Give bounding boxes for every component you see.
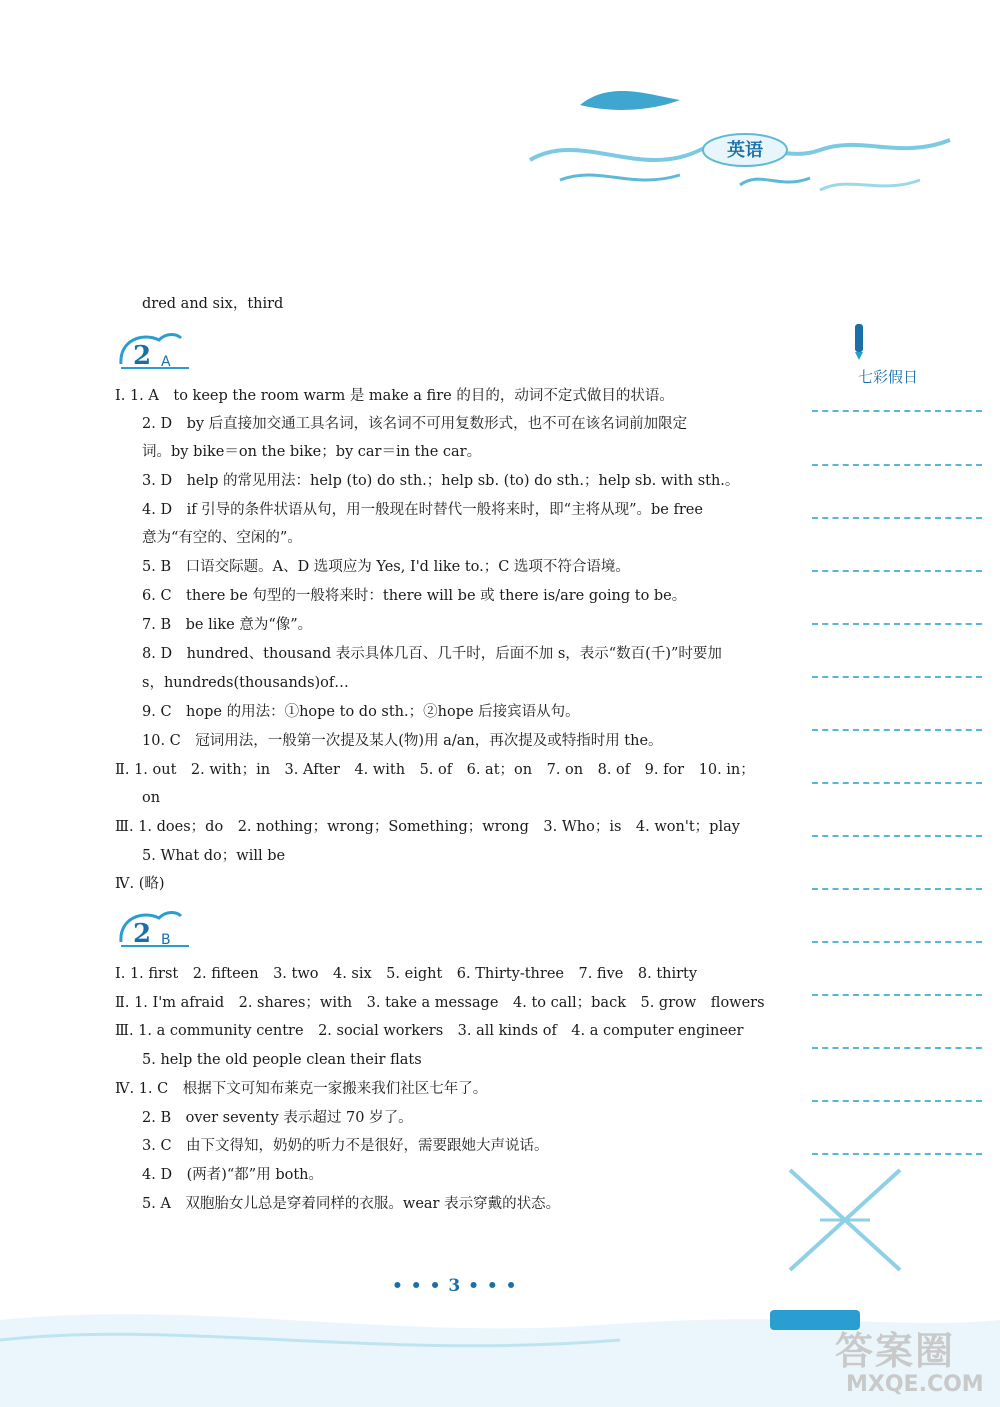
note-line bbox=[812, 835, 982, 837]
note-line bbox=[812, 464, 982, 466]
answer-line: 词。by bike＝on the bike；by car＝in the car。 bbox=[142, 444, 482, 460]
pen-icon bbox=[848, 322, 870, 362]
note-line bbox=[812, 1100, 982, 1102]
answer-line: 4. D (两者)“都”用 both。 bbox=[142, 1167, 323, 1183]
answer-line: 5. What do；will be bbox=[142, 848, 286, 864]
note-line bbox=[812, 410, 982, 412]
answer-line: Ⅱ. 1. out 2. with；in 3. After 4. with 5. of 6. at；on 7. on 8. of 9. for 10. in； bbox=[115, 762, 755, 778]
answer-line: 5. help the old people clean their flats bbox=[142, 1052, 422, 1068]
answer-line: Ⅰ. 1. A to keep the room warm 是 make a fire 的目的，动词不定式做目的状语。 bbox=[115, 388, 674, 404]
subject-label: 英语 bbox=[727, 140, 763, 161]
note-line bbox=[812, 517, 982, 519]
answer-line: 5. A 双胞胎女儿总是穿着同样的衣服。wear 表示穿戴的状态。 bbox=[142, 1196, 561, 1212]
page-number: • • • 3 • • • bbox=[392, 1276, 518, 1296]
answer-line: 意为“有空的、空闲的”。 bbox=[142, 530, 302, 546]
answer-line: 6. C there be 句型的一般将来时：there will be 或 there is/are going to be。 bbox=[142, 588, 687, 604]
answer-line: Ⅰ. 1. first 2. fifteen 3. two 4. six 5. eight 6. Thirty-three 7. five 8. thirty bbox=[115, 966, 698, 982]
answer-line: 3. D help 的常见用法：help (to) do sth.；help sb. (to) do sth.；help sb. with sth.。 bbox=[142, 473, 740, 489]
note-line bbox=[812, 623, 982, 625]
corner-decoration bbox=[770, 1160, 920, 1280]
answer-line: s，hundreds(thousands)of… bbox=[142, 675, 349, 691]
note-line bbox=[812, 941, 982, 943]
note-line bbox=[812, 782, 982, 784]
note-line bbox=[812, 994, 982, 996]
sidebar-label: 七彩假日 bbox=[858, 368, 919, 386]
section-a-badge bbox=[115, 328, 195, 372]
section-b-number: 2 bbox=[133, 919, 152, 949]
answer-line: 8. D hundred、thousand 表示具体几百、几千时，后面不加 s，表示“数百(千)”时要加 bbox=[142, 646, 722, 662]
watermark-text: 答案圈 bbox=[835, 1329, 956, 1373]
note-line bbox=[812, 729, 982, 731]
answer-line: 2. D by 后直接加交通工具名词，该名词不可用复数形式，也不可在该名词前加限定 bbox=[142, 416, 688, 432]
answer-line: 2. B over seventy 表示超过 70 岁了。 bbox=[142, 1110, 413, 1126]
answer-line: Ⅲ. 1. a community centre 2. social workers 3. all kinds of 4. a computer engineer bbox=[115, 1023, 744, 1039]
answer-line: Ⅳ. (略) bbox=[115, 876, 165, 892]
answer-line: 9. C hope 的用法：①hope to do sth.；②hope 后接宾语从句。 bbox=[142, 704, 580, 720]
answer-line: on bbox=[142, 790, 161, 806]
answer-line: 3. C 由下文得知，奶奶的听力不是很好，需要跟她大声说话。 bbox=[142, 1138, 549, 1154]
section-a-letter: A bbox=[161, 354, 171, 370]
note-line bbox=[812, 570, 982, 572]
answer-line: 5. B 口语交际题。A、D 选项应为 Yes, I'd like to.；C 选项不符合语境。 bbox=[142, 559, 630, 575]
answer-line: 4. D if 引导的条件状语从句，用一般现在时替代一般将来时，即“主将从现”。be free bbox=[142, 502, 703, 518]
answer-line: Ⅲ. 1. does；do 2. nothing；wrong；Something；wrong 3. Who；is 4. won't；play bbox=[115, 819, 740, 835]
note-line bbox=[812, 1153, 982, 1155]
intro-line: dred and six，third bbox=[142, 296, 284, 312]
note-line bbox=[812, 676, 982, 678]
note-line bbox=[812, 888, 982, 890]
section-b-badge bbox=[115, 906, 195, 950]
header-decoration bbox=[520, 70, 960, 230]
answer-line: Ⅳ. 1. C 根据下文可知布莱克一家搬来我们社区七年了。 bbox=[115, 1081, 488, 1097]
section-b-letter: B bbox=[161, 932, 171, 948]
section-a-number: 2 bbox=[133, 341, 152, 371]
answer-line: 7. B be like 意为“像”。 bbox=[142, 617, 313, 633]
answer-line: 10. C 冠词用法，一般第一次提及某人(物)用 a/an，再次提及或特指时用 the。 bbox=[142, 733, 663, 749]
watermark-url: MXQE.COM bbox=[846, 1372, 984, 1397]
answer-line: Ⅱ. 1. I'm afraid 2. shares；with 3. take a message 4. to call；back 5. grow flowers bbox=[115, 995, 765, 1011]
note-line bbox=[812, 1047, 982, 1049]
